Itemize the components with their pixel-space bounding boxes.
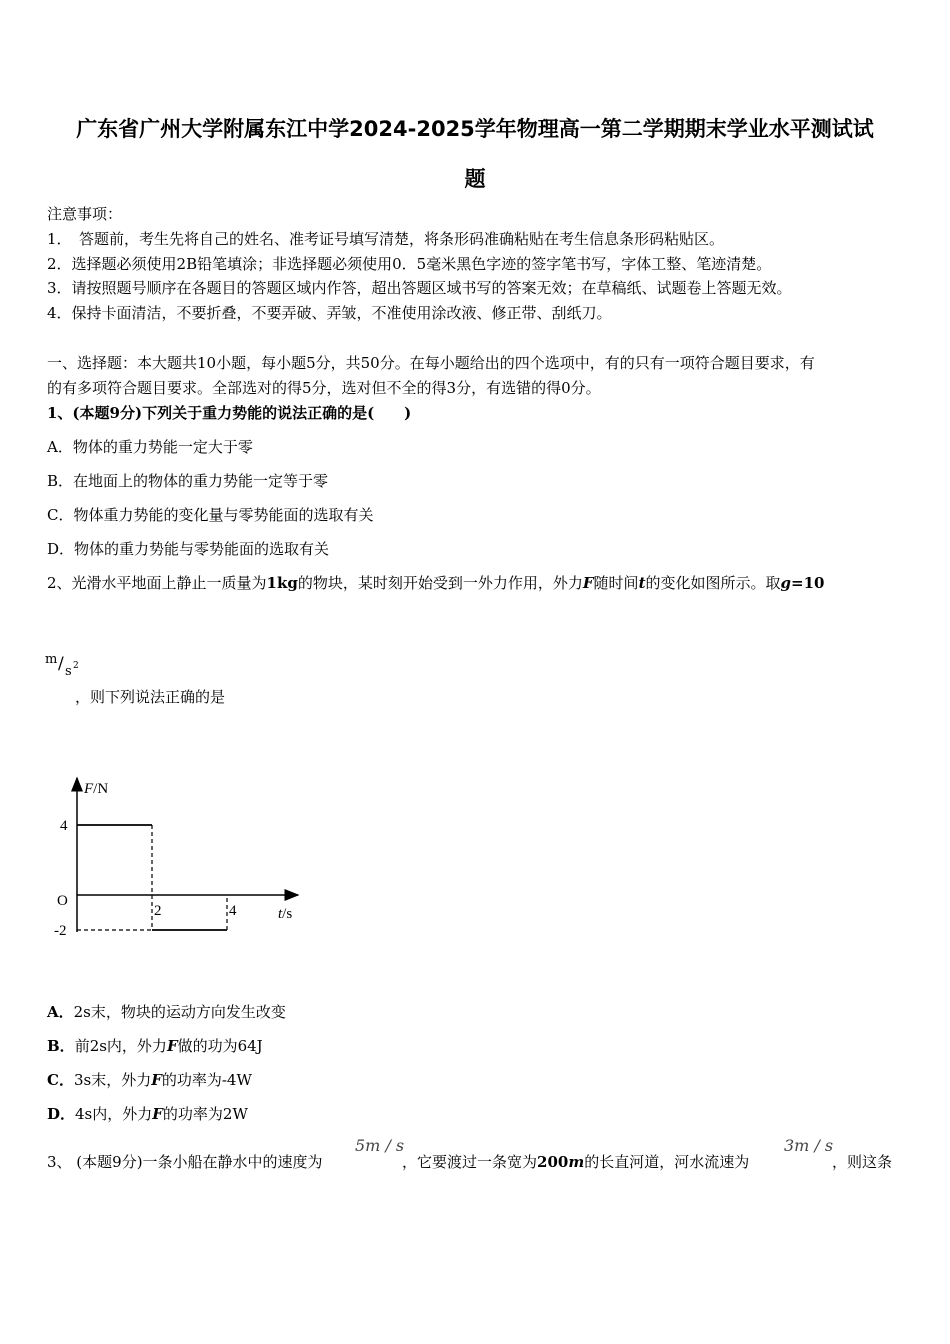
unit-exponent: 2 <box>73 661 79 671</box>
q3-boat-speed: 5m / s <box>355 1136 405 1155</box>
q2-option-d-text-end: 的功率为2W <box>162 1105 248 1123</box>
unit-slash: / <box>58 654 64 674</box>
q3-stem-c-text: 的长直河道，河水流速为 <box>584 1153 750 1171</box>
q2-option-a-text: 2s末，物块的运动方向发生改变 <box>73 1003 286 1021</box>
q2-stem-part-b: 的物块，某时刻开始受到一外力作用，外力 <box>297 574 583 592</box>
q2-option-c <box>47 1069 252 1090</box>
q3-stem-a: 3、 (本题9分)一条小船在静水中的速度为 <box>47 1153 323 1171</box>
q2-option-b-text-end: 做的功为64J <box>177 1037 263 1055</box>
q2-option-c-text-end: 的功率为-4W <box>161 1071 252 1089</box>
notice-item-1: 1． 答题前，考生先将自己的姓名、准考证号填写清楚，将条形码准确粘贴在考生信息条形码粘贴区。 <box>47 230 725 248</box>
notice-heading: 注意事项： <box>47 205 123 223</box>
q1-option-c: C．物体重力势能的变化量与零势能面的选取有关 <box>47 506 374 524</box>
section-instructions-line1: 一、选择题：本大题共10小题，每小题5分，共50分。在每小题给出的四个选项中，有的只有一项符合题目要求，有 <box>47 354 815 372</box>
q2-stem-part-d: 的变化如图所示。取 <box>645 574 781 592</box>
notice-item-2: 2．选择题必须使用2B铅笔填涂；非选择题必须使用0．5毫米黑色字迹的签字笔书写，字体工整、笔迹清楚。 <box>47 255 772 273</box>
q2-option-b <box>47 1035 263 1056</box>
q3-stem-d: ，则这条 <box>832 1153 893 1171</box>
x-tick-1: 2 <box>154 903 162 919</box>
q2-option-c-var: F <box>151 1071 162 1089</box>
q2-gravity-unit <box>45 652 85 680</box>
q2-gravity-symbol: g <box>780 574 792 592</box>
q2-stem-part-a: 2、光滑水平地面上静止一质量为 <box>47 574 267 592</box>
q3-river-speed: 3m / s <box>784 1136 834 1155</box>
q2-stem <box>47 572 824 593</box>
q2-option-d <box>47 1103 248 1124</box>
q2-option-d-text: 4s内，外力 <box>75 1105 153 1123</box>
q2-option-b-text: 前2s内，外力 <box>74 1037 167 1055</box>
q3-stem-b-text: ，它要渡过一条宽为 <box>402 1153 538 1171</box>
q2-option-c-text: 3s末，外力 <box>73 1071 152 1089</box>
origin-label: O <box>57 893 68 909</box>
q2-mass: 1kg <box>266 574 298 592</box>
x-tick-2: 4 <box>229 903 237 919</box>
q2-option-b-letter: B． <box>47 1037 75 1055</box>
q2-stem-part-c: 随时间 <box>593 574 639 592</box>
q2-option-b-var: F <box>166 1037 178 1055</box>
q2-option-d-var: F <box>152 1105 163 1123</box>
q2-option-a-letter: A． <box>47 1003 74 1021</box>
q2-option-a <box>47 1001 286 1022</box>
q1-option-a: A．物体的重力势能一定大于零 <box>47 438 253 456</box>
section-instructions-line2: 的有多项符合题目要求。全部选对的得5分，选对但不全的得3分，有选错的得0分。 <box>47 379 601 397</box>
unit-denominator: s <box>65 664 72 679</box>
q3-stem-b <box>402 1151 749 1172</box>
page-title-line1: 广东省广州大学附属东江中学2024-2025学年物理高一第二学期期末学业水平测试试 <box>76 117 874 141</box>
notice-item-4: 4．保持卡面清洁，不要折叠，不要弄破、弄皱，不准使用涂改液、修正带、刮纸刀。 <box>47 304 612 322</box>
y-tick-2: -2 <box>54 923 67 939</box>
q1-option-d: D．物体的重力势能与零势能面的选取有关 <box>47 540 330 558</box>
x-axis-label: t/s <box>278 906 293 922</box>
y-axis-label: F/N <box>84 781 109 797</box>
q3-river-width: 200 <box>537 1153 569 1171</box>
unit-numerator: m <box>45 652 58 667</box>
q2-option-c-letter: C． <box>47 1071 74 1089</box>
notice-item-3: 3．请按照题号顺序在各题目的答题区域内作答，超出答题区域书写的答案无效；在草稿纸、试题卷上答题无效。 <box>47 279 792 297</box>
q2-option-d-letter: D． <box>47 1105 76 1123</box>
force-time-graph <box>40 770 310 950</box>
q2-force-symbol: F <box>582 574 594 592</box>
q3-river-width-unit: m <box>568 1153 585 1171</box>
q2-time-symbol: t <box>638 574 646 592</box>
q2-stem-continued: ，则下列说法正确的是 <box>75 688 226 706</box>
y-tick-1: 4 <box>60 818 68 834</box>
q1-stem: 1、(本题9分)下列关于重力势能的说法正确的是( ) <box>47 404 412 422</box>
page-title-line2: 题 <box>464 167 486 191</box>
q2-gravity-value: =10 <box>791 574 825 592</box>
q1-option-b: B．在地面上的物体的重力势能一定等于零 <box>47 472 329 490</box>
